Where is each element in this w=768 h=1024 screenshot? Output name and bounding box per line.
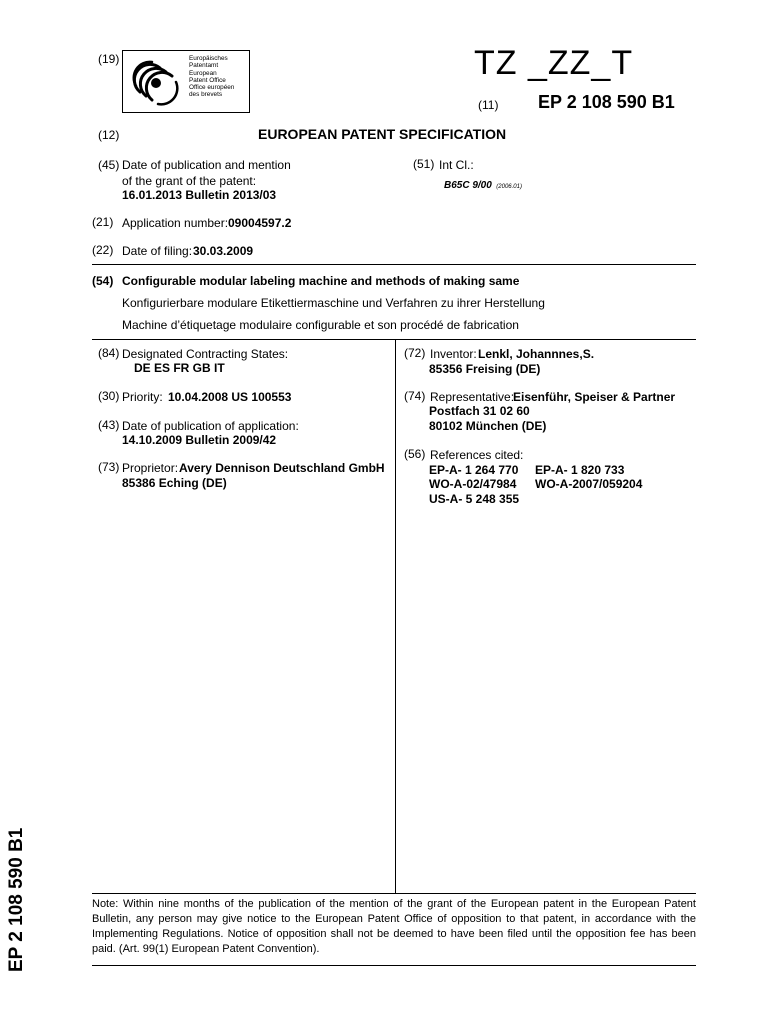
office-name-line: des brevets [189,91,223,99]
states-label: Designated Contracting States: [122,347,289,361]
inid-code-22: (22) [92,243,114,257]
reference-item: EP-A- 1 264 770 [429,463,519,477]
column-divider [395,339,396,893]
app-publication-label: Date of publication of application: [122,419,299,433]
inventor-name: Lenkl, Johannnes,S. [478,347,595,361]
grant-label-2: of the grant of the patent: [122,174,257,188]
inventor-city: 85356 Freising (DE) [429,362,541,376]
inid-code-56: (56) [404,447,426,461]
grant-date: 16.01.2013 Bulletin 2013/03 [122,188,277,202]
states-value: DE ES FR GB IT [134,361,225,375]
title-english: Configurable modular labeling machine and methods of making same [122,274,520,288]
divider [92,965,696,966]
int-cl-version: (2006.01) [496,184,522,190]
publication-number: EP 2 108 590 B1 [538,92,675,112]
inid-code-21: (21) [92,215,114,229]
priority-value: 10.04.2008 US 100553 [168,390,292,404]
int-cl-entry [444,175,522,193]
reference-item: EP-A- 1 820 733 [535,463,625,477]
inventor-label: Inventor: [430,347,477,361]
title-german: Konfigurierbare modulare Etikettiermaschine und Verfahren zu ihrer Herstellung [122,296,545,310]
application-number-label: Application number: [122,216,229,230]
divider [92,339,696,340]
epo-emblem-icon [126,52,186,112]
epo-logo [122,50,250,113]
filing-date-label: Date of filing: [122,244,193,258]
inid-code-12: (12) [98,128,120,142]
office-name-line: Europäisches [189,55,228,62]
document-title: EUROPEAN PATENT SPECIFICATION [258,126,507,142]
inid-code-51: (51) [413,157,435,171]
application-number: 09004597.2 [228,216,292,230]
references-label: References cited: [430,448,524,462]
inid-code-74: (74) [404,389,426,403]
proprietor-city: 85386 Eching (DE) [122,476,227,490]
divider [92,893,696,894]
reference-item: US-A- 5 248 355 [429,492,520,506]
title-french: Machine d’étiquetage modulaire configurable et son procédé de fabrication [122,318,519,332]
divider [92,264,696,265]
representative-address: Postfach 31 02 60 [429,404,530,418]
reference-item: WO-A-2007/059204 [535,477,643,491]
inid-code-11: (11) [478,98,499,112]
priority-label: Priority: [122,390,163,404]
representative-city: 80102 München (DE) [429,419,547,433]
grant-label-1: Date of publication and mention [122,158,291,172]
inid-code-30: (30) [98,389,120,403]
office-names [189,55,249,99]
inid-code-19: (19) [98,52,120,66]
int-cl-value: B65C 9/00 [444,180,492,191]
proprietor-label: Proprietor: [122,461,179,475]
opposition-note: Note: Within nine months of the publication of the mention of the grant of the European patent in the European Patent Bulletin, any person may give notice to the European Patent Office of opposition to that patent, in accordance with the Implementing Regulations. Notice of opposition shall not be deemed to have been filed until the opposition fee has been paid. (Art. 99(1) European Patent Convention). [92,898,696,955]
reference-item: WO-A-02/47984 [429,477,517,491]
proprietor-name: Avery Dennison Deutschland GmbH [179,461,385,475]
app-publication-value: 14.10.2009 Bulletin 2009/42 [122,433,277,447]
office-name-line: Patentamt [189,62,219,70]
representative-name: Eisenführ, Speiser & Partner [513,390,676,404]
inid-code-72: (72) [404,346,426,360]
int-cl-label: Int Cl.: [439,158,474,172]
barcode-text: TZ _ZZ_T [474,44,634,82]
inid-code-84: (84) [98,346,120,360]
office-name-line: European [189,69,217,77]
representative-label: Representative: [430,390,515,404]
inid-code-54: (54) [92,274,114,288]
office-name-line: Office européen [189,84,235,92]
inid-code-45: (45) [98,158,120,172]
inid-code-73: (73) [98,460,120,474]
filing-date: 30.03.2009 [193,244,254,258]
spine-publication-number: EP 2 108 590 B1 [6,827,27,972]
inid-code-43: (43) [98,418,120,432]
office-name-line: Patent Office [189,76,226,84]
